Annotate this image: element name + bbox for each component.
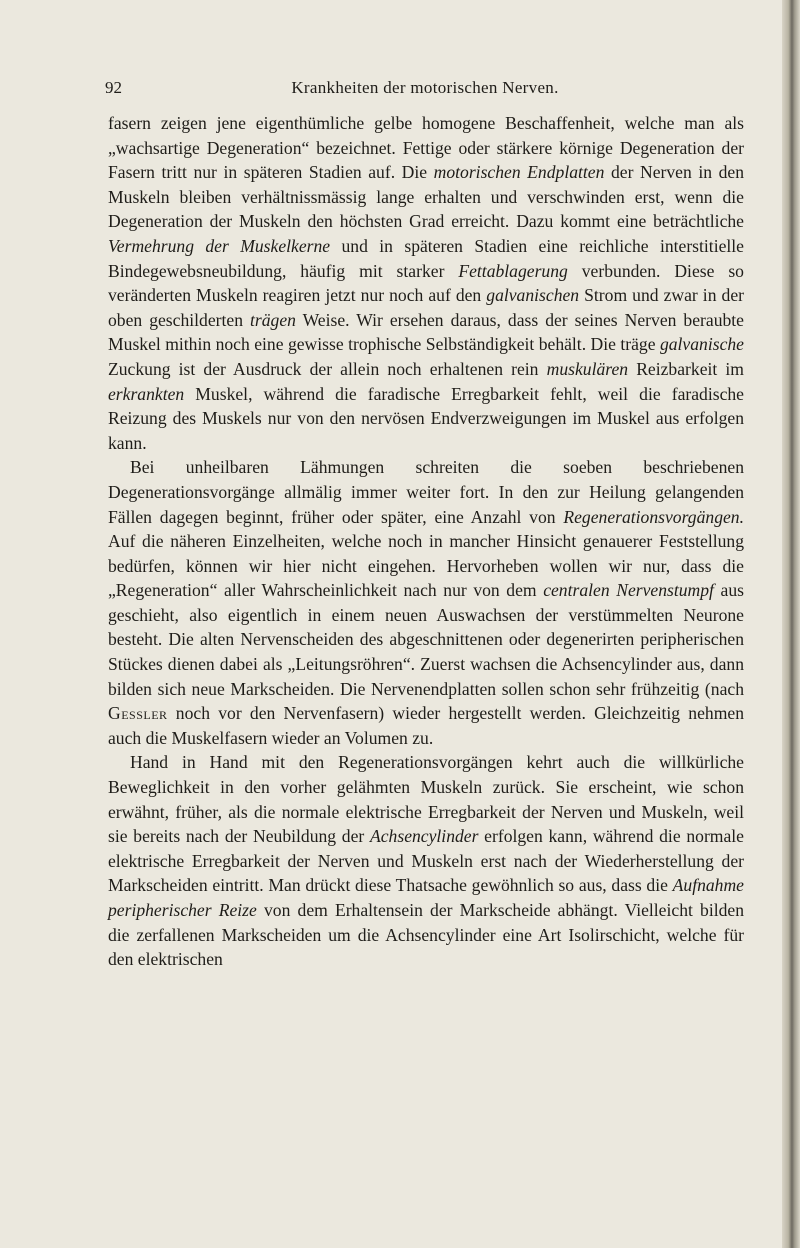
italic-text: galvanischen: [486, 285, 580, 306]
italic-text: muskulären: [546, 358, 629, 379]
page-number: 92: [105, 78, 122, 97]
body-text: [108, 111, 744, 972]
text-run: verbunden. Diese so veränderten Muskeln reagiren jetzt nur noch auf den: [108, 260, 744, 306]
text-run: Auf die näheren Einzelheiten, welche noch in mancher Hinsicht genauerer Feststellung bedürfen, können wir hier nicht eingehen. Hervorheben wollen wir nur, dass die „Regeneration“ aller Wahrscheinlichkeit nach nur von dem: [108, 531, 744, 601]
text-run: Zuckung ist der Ausdruck der allein noch erhaltenen rein: [108, 358, 547, 379]
text-run: von dem Erhaltensein der Markscheide abhängt. Vielleicht bilden die zerfallenen Markscheiden um die Achsencylinder eine Art Isolirschicht, welche für den elektrischen: [108, 900, 744, 970]
text-run: Weise. Wir ersehen daraus, dass der seines Nerven beraubte Muskel mithin noch eine gewisse trophische Selbständigkeit behält. Die träge: [108, 309, 744, 355]
italic-text: Fettablagerung: [458, 260, 568, 281]
italic-text: erkrankten: [108, 383, 185, 404]
italic-text: trägen: [249, 309, 296, 330]
page-header: [105, 78, 745, 102]
italic-text: motorischen Endplatten: [433, 162, 605, 183]
text-run: Reizbarkeit im: [628, 358, 744, 379]
text-run: Muskel, während die faradische Erregbarkeit fehlt, weil die faradische Reizung des Muskels nur von den nervösen Endverzweigungen im Muskel aus erfolgen kann.: [108, 383, 744, 453]
text-run: und in späteren Stadien eine reichliche interstitielle Bindegewebsneubildung, häufig mit starker: [108, 235, 744, 281]
text-run: Hand in Hand mit den Regenerationsvorgängen kehrt auch die willkürliche Beweglichkeit in den vorher gelähmten Muskeln zurück. Sie erscheint, wie schon erwähnt, früher, als die normale elektrische Erregbarkeit der Nerven und Muskeln, weil sie bereits nach der Neubildung der: [108, 752, 744, 847]
italic-text: Achsencylinder: [370, 826, 479, 847]
paragraph: [108, 750, 744, 971]
italic-text: Vermehrung der Muskelkerne: [108, 235, 331, 256]
italic-text: Regenerationsvorgängen.: [563, 506, 744, 527]
text-run: fasern zeigen jene eigenthümliche gelbe homogene Beschaffenheit, welche man als „wachsartige Degeneration“ bezeichnet. Fettige oder stärkere körnige Degeneration der Fasern tritt nur in späteren Stadien auf. Die: [108, 113, 744, 183]
text-run: Strom und zwar in der oben geschilderten: [108, 285, 744, 330]
text-run: erfolgen kann, während die normale elektrische Erregbarkeit der Nerven und Muskeln erst nach der Wiederherstellung der Markscheiden eintritt. Man drückt diese Thatsache gewöhnlich so aus, dass die: [108, 826, 744, 896]
italic-text: centralen Nervenstumpf: [543, 580, 714, 601]
running-title: Krankheiten der motorischen Nerven.: [291, 78, 559, 97]
italic-text: galvanische: [659, 334, 744, 355]
paragraph: [108, 455, 744, 750]
text-run: der Nerven in den Muskeln bleiben verhältnissmässig lange erhalten und verschwinden erst, wenn die Degeneration der Muskeln den höchsten Grad erreicht. Dazu kommt eine beträchtliche: [108, 162, 744, 232]
small-caps-name: Gessler: [108, 703, 168, 724]
italic-text: Aufnahme peripherischer Reize: [108, 875, 744, 920]
text-run: Bei unheilbaren Lähmungen schreiten die soeben beschriebenen Degenerationsvorgänge allmälig immer weiter fort. In den zur Heilung gelangenden Fällen dagegen beginnt, früher oder später, eine Anzahl von: [108, 457, 744, 527]
page-edge: [782, 0, 800, 1248]
text-run: noch vor den Nervenfasern) wieder hergestellt werden. Gleichzeitig nehmen auch die Muskelfasern wieder an Volumen zu.: [108, 703, 744, 748]
paragraph: [108, 111, 744, 455]
text-run: aus geschieht, also eigentlich in einem neuen Auswachsen der verstümmelten Neurone besteht. Die alten Nervenscheiden des abgeschnittenen oder degenerirten peripherischen Stückes dienen dabei als „Leitungsröhren“. Zuerst wachsen die Achsencylinder aus, dann bilden sich neue Markscheiden. Die Nervenendplatten sollen schon sehr frühzeitig (nach: [108, 580, 744, 699]
